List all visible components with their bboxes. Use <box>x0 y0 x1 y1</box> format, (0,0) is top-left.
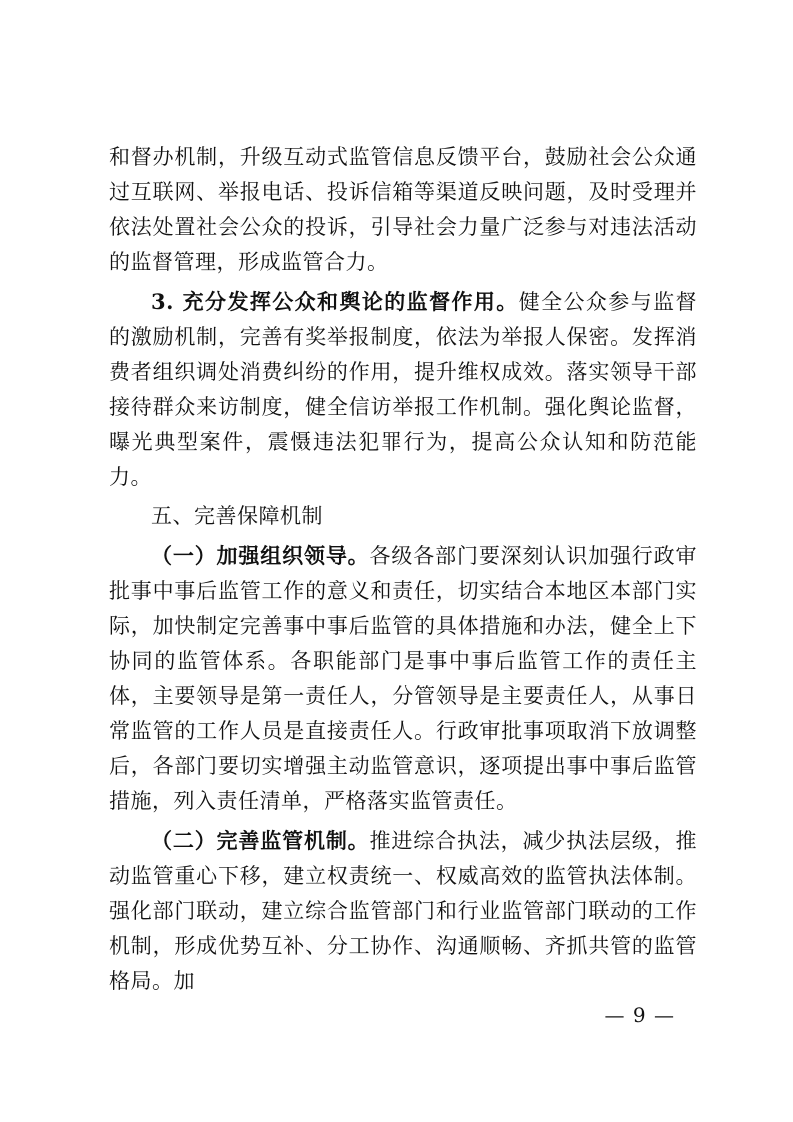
paragraph-organization-leadership <box>109 538 697 819</box>
paragraph-lead: （一）加强组织领导。 <box>151 543 370 568</box>
paragraph-lead: （二）完善监管机制。 <box>151 828 370 853</box>
paragraph-continuation <box>109 140 697 280</box>
paragraph-text: 健全公众参与监督的激励机制，完善有奖举报制度，依法为举报人保密。发挥消费者组织调处消费纠纷的作用，提升维权成效。落实领导干部接待群众来访制度，健全信访举报工作机制。强化舆论监督，曝光典型案件，震慑违法犯罪行为，提高公众认知和防范能力。 <box>109 290 698 489</box>
paragraph-public-supervision <box>109 284 697 495</box>
page-number: — 9 — <box>604 1003 675 1027</box>
paragraph-supervision-mechanism <box>109 823 697 999</box>
section-heading <box>109 499 697 534</box>
document-body <box>109 140 697 999</box>
paragraph-text: 和督办机制，升级互动式监管信息反馈平台，鼓励社会公众通过互联网、举报电话、投诉信箱等渠道反映问题，及时受理并依法处置社会公众的投诉，引导社会力量广泛参与对违法活动的监督管理，形成监管合力。 <box>109 145 697 274</box>
paragraph-lead: 3. 充分发挥公众和舆论的监督作用。 <box>151 289 519 314</box>
section-heading-text: 五、完善保障机制 <box>151 504 323 528</box>
paragraph-text: 推进综合执法，减少执法层级，推动监管重心下移，建立权责统一、权威高效的监管执法体制。强化部门联动，建立综合监管部门和行业监管部门联动的工作机制，形成优势互补、分工协作、沟通顺畅、齐抓共管的监管格局。加 <box>109 829 698 993</box>
paragraph-text: 各级各部门要深刻认识加强行政审批事中事后监管工作的意义和责任，切实结合本地区本部门实际，加快制定完善事中事后监管的具体措施和办法，健全上下协同的监管体系。各职能部门是事中事后监管工作的责任主体，主要领导是第一责任人，分管领导是主要责任人，从事日常监管的工作人员是直接责任人。行政审批事项取消下放调整后，各部门要切实增强主动监管意识，逐项提出事中事后监管措施，列入责任清单，严格落实监管责任。 <box>109 544 698 813</box>
